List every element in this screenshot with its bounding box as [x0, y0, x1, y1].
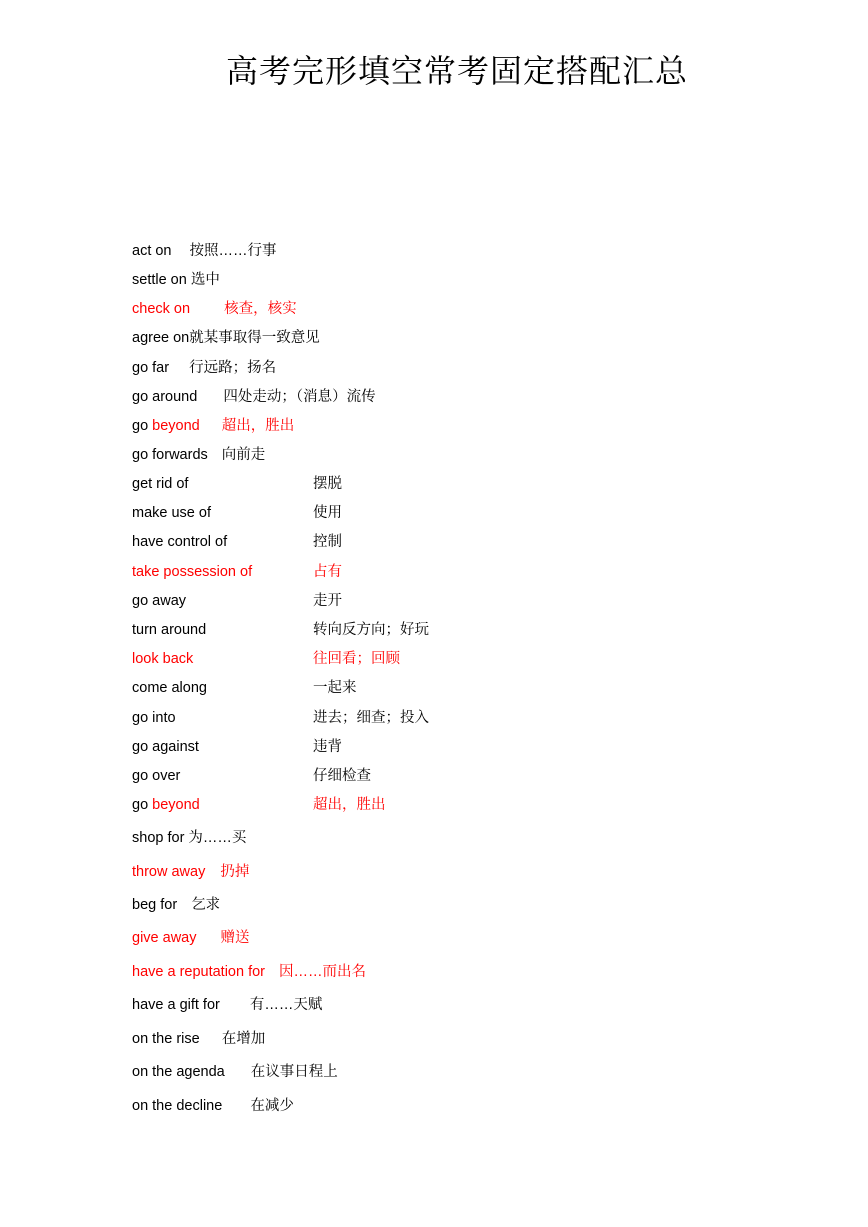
phrase: settle on 选中	[132, 272, 220, 288]
meaning: 在增加	[221, 1031, 266, 1047]
meaning: 仔细检查	[313, 768, 371, 784]
list-item	[132, 708, 429, 728]
meaning: 违背	[313, 739, 342, 755]
meaning: 进去；细查；投入	[313, 710, 429, 726]
phrase: turn around	[132, 622, 207, 638]
phrase: on the decline	[132, 1098, 223, 1114]
list-item	[132, 562, 342, 582]
meaning: 向前走	[221, 447, 266, 463]
list-item	[132, 591, 342, 611]
list-item	[132, 828, 246, 848]
phrase: get rid of	[132, 476, 189, 492]
meaning: 在减少	[250, 1098, 294, 1114]
phrase: go forwards	[132, 447, 208, 463]
phrase: look back	[132, 651, 194, 667]
phrase-prefix: go	[132, 797, 153, 813]
list-item	[132, 1029, 265, 1049]
meaning: 赠送	[220, 930, 250, 946]
list-item	[132, 649, 400, 669]
phrase: on the rise	[132, 1031, 200, 1047]
list-item	[132, 995, 322, 1015]
phrase-prefix: go	[132, 418, 153, 434]
phrase-group	[132, 795, 313, 815]
meaning: 占有	[313, 564, 342, 580]
phrase: take possession of	[132, 564, 253, 580]
meaning: 转向反方向；好玩	[313, 622, 429, 638]
phrase: go into	[132, 710, 176, 726]
list-item	[132, 962, 366, 982]
list-item	[132, 241, 277, 261]
list-item	[132, 928, 250, 948]
phrase: beyond	[152, 418, 200, 434]
meaning: 核查，核实	[224, 301, 297, 317]
list-item	[132, 445, 265, 465]
list-item	[132, 328, 320, 348]
phrase: throw away	[132, 864, 206, 880]
list-item	[132, 532, 342, 552]
list-item	[132, 678, 357, 698]
phrase: go around	[132, 389, 198, 405]
phrase: have a gift for	[132, 997, 220, 1013]
meaning: 走开	[313, 593, 342, 609]
meaning: 摆脱	[313, 476, 342, 492]
meaning: 往回看；回顾	[313, 651, 400, 667]
meaning: 控制	[313, 534, 342, 550]
list-item	[132, 620, 429, 640]
phrase: beyond	[152, 797, 200, 813]
phrase: go against	[132, 739, 199, 755]
phrase: go over	[132, 768, 181, 784]
page-title: 高考完形填空常考固定搭配汇总	[225, 52, 688, 90]
list-item	[132, 766, 371, 786]
meaning: 使用	[313, 505, 342, 521]
meaning: 乞求	[191, 897, 221, 913]
phrase: act on	[132, 243, 172, 259]
list-item	[132, 474, 342, 494]
list-item	[132, 416, 294, 436]
list-item	[132, 358, 276, 378]
meaning: 按照……行事	[189, 243, 277, 259]
list-item	[132, 270, 220, 290]
phrase: shop for 为……买	[132, 830, 247, 846]
meaning: 有……天赋	[249, 997, 323, 1013]
meaning: 四处走动；（消息）流传	[223, 389, 376, 405]
list-item	[132, 737, 342, 757]
list-item	[132, 1062, 338, 1082]
phrase: go away	[132, 593, 187, 609]
list-item	[132, 1096, 294, 1116]
list-item	[132, 862, 249, 882]
list-item	[132, 503, 342, 523]
phrase: go far	[132, 360, 170, 376]
phrase: give away	[132, 930, 197, 946]
list-item	[132, 387, 376, 407]
meaning: 在议事日程上	[250, 1064, 338, 1080]
meaning: 超出，胜出	[221, 418, 295, 434]
phrase: check on	[132, 301, 191, 317]
meaning: 一起来	[313, 680, 357, 696]
list-item	[132, 299, 297, 319]
phrase: agree on就某事取得一致意见	[132, 330, 320, 346]
phrase: make use of	[132, 505, 211, 521]
phrase: come along	[132, 680, 207, 696]
phrase: beg for	[132, 897, 178, 913]
phrase: on the agenda	[132, 1064, 225, 1080]
list-item	[132, 795, 386, 815]
meaning: 扔掉	[220, 864, 250, 880]
phrase: have a reputation for	[132, 964, 266, 980]
meaning: 因……而出名	[279, 964, 367, 980]
phrase: have control of	[132, 534, 228, 550]
meaning: 行远路；扬名	[189, 360, 277, 376]
list-item	[132, 895, 220, 915]
meaning: 超出，胜出	[313, 797, 386, 813]
